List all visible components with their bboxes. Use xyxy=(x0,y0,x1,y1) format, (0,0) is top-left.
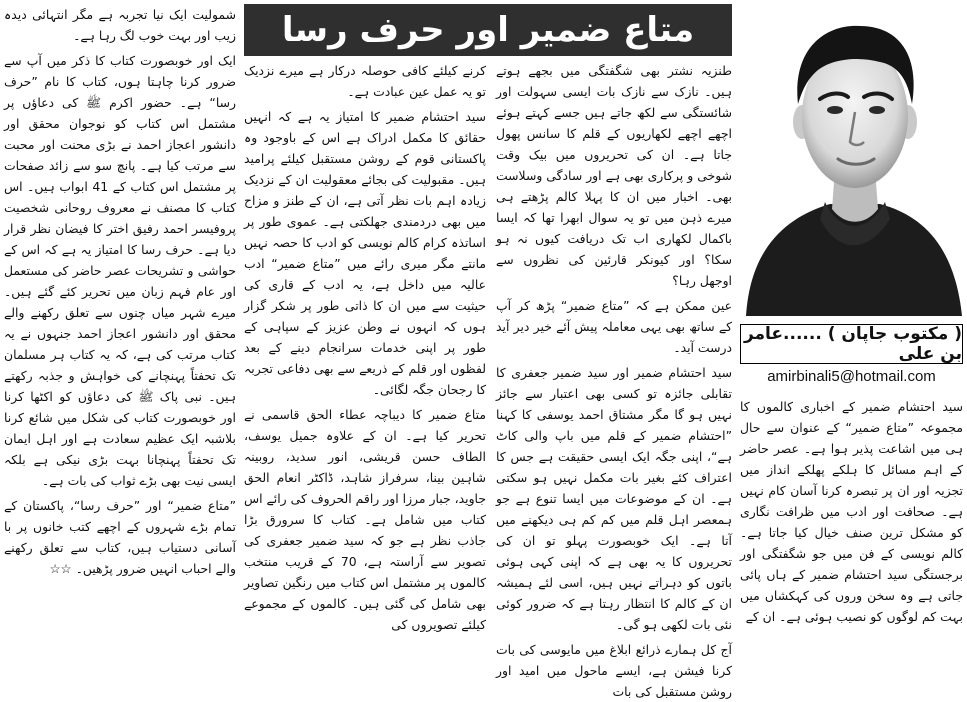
article-column-right xyxy=(496,60,732,699)
paragraph: ”متاع ضمیر“ اور ”حرف رسا“، پاکستان کے تمام بڑے شہروں کے اچھے کتب خانوں پر با آسانی دستیاب ہیں، کتاب سے تعلق رکھنے والے احباب انہیں ضرور پڑھیں۔ ☆☆ xyxy=(4,498,236,576)
headline-banner xyxy=(244,4,732,56)
paragraph: سید احتشام ضمیر کا امتیاز یہ ہے کہ انہیں حقائق کا مکمل ادراک ہے اس کے باوجود وہ پاکستانی قوم کے روشن مستقبل کیلئے پرامید ہیں۔ مقبولیت کی بجائے معقولیت ان کے نزدیک زیادہ اہم بات نظر آتی ہے، ان کے طنز و مزاح میں بھی دردمندی جھلکتی ہے۔ عموی طور پر اساتذہ کرام کالم نویسی کو ادب کا حصہ نہیں مانتے مگر میری رائے میں ”متاع ضمیر“ ادب عالیہ میں داخل ہے، یہ ادب کے قاری کی حیثیت سے میں ان کا ذاتی طور پر شکر گزار ہوں کہ انہوں نے وطن عزیز کے سپاہی کے طور پر اپنی خدمات سرانجام دینے کے بعد لفظوں اور قلم کے ذریعے سے بھی دفاعی تجربہ کا رجحان جگہ لگائی۔ xyxy=(244,109,486,397)
article-column-intro xyxy=(740,396,963,624)
paragraph: سید احتشام ضمیر کے اخباری کالموں کا مجموعہ ”متاع ضمیر“ کے عنوان سے حال ہی میں اشاعت پذیر ہوا ہے۔ عصر حاضر کے اہم مسائل کا ہلکے پھلکے انداز میں تجزیہ اور ان پر تبصرہ کرنا آسان کام نہیں ہے۔ صحافت اور ادب میں ظرافت نگاری کو مشکل ترین صنف خیال کیا جاتا ہے۔ کالم نویسی کے فن میں جو شگفتگی اور برجستگی سید احتشام ضمیر کے ہاں پائی جاتی ہے وہ سخن وروں کی کہکشاں میں بہت کم لوگوں کو نصیب ہوئی ہے۔ ان کے xyxy=(740,399,963,624)
paragraph: کرنے کیلئے کافی حوصلہ درکار ہے میرے نزدیک تو یہ عمل عین عبادت ہے۔ xyxy=(244,63,486,99)
byline: ( مکتوب جاپان ) ......عامر بن علی xyxy=(743,324,962,364)
paragraph: شمولیت ایک نیا تجربہ ہے مگر انتہائی دیدہ زیب اور بہت خوب لگ رہا ہے۔ xyxy=(4,7,236,43)
paragraph: ایک اور خوبصورت کتاب کا ذکر میں آپ سے ضرور کرنا چاہتا ہوں، کتاب کا نام ”حرف رسا“ ہے۔ حضور اکرم ﷺ کی دعاؤں پر مشتمل اس کتاب کو نوجوان محقق اور دانشور اعجاز احمد نے بڑی محنت اور محبت سے مرتب کیا ہے۔ پانچ سو سے زائد صفحات پر مشتمل اس کتاب کے 41 ابواب ہیں۔ اس کتاب کا مصنف نے معروف روحانی شخصیت پروفیسر احمد رفیق اختر کا فیضان نظر قرار دیا ہے۔ حرف رسا کا امتیاز یہ ہے کہ اس کے حواشی و تشریحات عصر حاضر کی مستعمل اور عام فہم زبان میں تحریر کئے گئے ہیں۔ میرے شہر میاں چنوں سے تعلق رکھنے والے محقق اور دانشور اعجاز احمد جنہوں نے یہ کتاب مرتب کی ہے، کہ یہ کتاب ہر مسلمان تک تحفتاً پہنچانے کی خواہش و جذبہ رکھتے ہیں۔ نبی پاک ﷺ کی دعاؤں کو اکٹھا کرنا اور خوبصورت کتاب کی شکل میں شائع کرنا بلاشبہ ایک عظیم سعادت ہے اور اہل ایمان تک تحفتاً پہنچانا بہت بڑی نیکی ہے بلکہ ایسی نیت بھی بڑے ثواب کی بات ہے۔ xyxy=(4,53,236,488)
byline-box xyxy=(740,324,963,364)
article-column-middle xyxy=(244,60,486,632)
paragraph: طنزیہ نشتر بھی شگفتگی میں بجھے ہوتے ہیں۔ نازک سے نازک بات ایسی سہولت اور شائستگی سے لکھ جاتے ہیں جسے کہتے ہوئے اچھے اچھے لکھاریوں کے قلم کا سانس پھول جاتا ہے۔ ان کی تحریروں میں بیک وقت شوخی و پرکاری بھی ہے اور سادگی وسلاست بھی۔ اخبار میں ان کا پہلا کالم پڑھتے ہی میرے ذہن میں تو یہ سوال ابھرا تھا کہ ایسا باکمال لکھاری اب تک دریافت کیوں نہ ہو سکا؟ اور کیونکر قارئین کی نظروں سے اوجھل رہا؟ xyxy=(496,63,732,288)
paragraph: متاع ضمیر کا دیباچہ عطاء الحق قاسمی نے تحریر کیا ہے۔ ان کے علاوہ جمیل یوسف، الطاف حسن قریشی، انور سدید، روبینہ شاہین بینا، سرفراز شاہد، ڈاکٹر انعام الحق جاوید، جبار مرزا اور راقم الحروف کی رائے اس کتاب میں شامل ہے۔ کتاب کا سرورق بڑا جاذب نظر ہے جو کہ سید ضمیر جعفری کی تصویر سے آراستہ ہے، 70 کے قریب منتخب کالموں پر مشتمل اس کتاب میں رنگین تصاویر بھی شامل کی گئی ہیں۔ کالموں کے مجموعے کیلئے تصویروں کی xyxy=(244,407,486,632)
columnist-portrait-photo xyxy=(740,4,963,316)
paragraph: سید احتشام ضمیر اور سید ضمیر جعفری کا تقابلی جائزہ تو کسی بھی اعتبار سے جائز نہیں ہو گا مگر مشتاق احمد یوسفی کا کہنا ”احتشام ضمیر کے قلم میں باپ والی کاٹ ہے“، اپنی جگہ ایک ایسی حقیقت ہے جس کا اعتراف کئے بغیر بات مکمل نہیں ہو سکتی ہے۔ ان کے موضوعات میں ایسا تنوع ہے جو ہمعصر اہل قلم میں کم کم ہی دیکھنے میں آتا ہے۔ ایک خوبصورت پہلو تو ان کی تحریروں کا یہ بھی ہے کہ اپنی کہی ہوئی باتوں کو دہراتے نہیں ہیں، اسی لئے ہمیشہ ان کے کالم کا انتظار رہتا ہے کہ ضرور کوئی نئی بات لکھی ہو گی۔ xyxy=(496,365,732,632)
article-column-left xyxy=(4,4,236,602)
paragraph: عین ممکن ہے کہ ”متاع ضمیر“ پڑھ کر آپ کے ساتھ بھی یہی معاملہ پیش آئے خیر دیر آید درست آید۔ xyxy=(496,298,732,355)
columnist-portrait xyxy=(740,4,963,316)
paragraph: آج کل ہمارے ذرائع ابلاغ میں مایوسی کی بات کرنا فیشن ہے، ایسے ماحول میں امید اور روشن مستقبل کی بات xyxy=(496,642,732,699)
author-email[interactable]: amirbinali5@hotmail.com xyxy=(767,368,936,385)
headline: متاع ضمیر اور حرف رسا xyxy=(281,10,695,50)
